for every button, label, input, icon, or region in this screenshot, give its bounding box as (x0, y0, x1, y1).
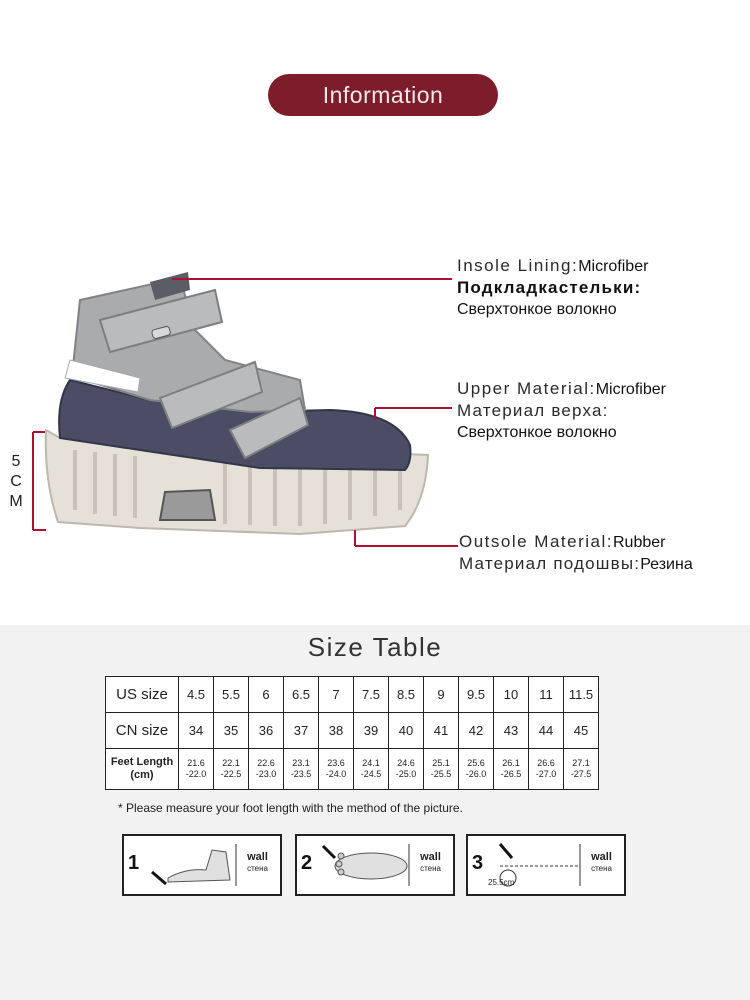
measure-step-3 (466, 834, 626, 896)
table-cell: 4.5 (179, 677, 214, 713)
table-cell: 23.6 -24.0 (319, 749, 354, 790)
outsole-value-en: Rubber (613, 534, 666, 551)
row-header: CN size (106, 713, 179, 749)
table-row (106, 677, 599, 713)
table-cell: 43 (494, 713, 529, 749)
wall-ru: стена (591, 864, 612, 873)
table-cell: 24.1 -24.5 (354, 749, 389, 790)
outsole-value-ru: Резина (640, 556, 693, 573)
wall-ru: стена (420, 864, 441, 873)
table-cell: 27.1 -27.5 (564, 749, 599, 790)
size-section (0, 625, 750, 1000)
table-cell: 26.6 -27.0 (529, 749, 564, 790)
table-cell: 5.5 (214, 677, 249, 713)
insole-value-en: Microfiber (578, 258, 649, 275)
outsole-label-en: Outsole Material: (459, 532, 613, 551)
table-cell: 6.5 (284, 677, 319, 713)
wall-en: wall (591, 851, 612, 863)
measure-step-2 (295, 834, 455, 896)
spec-upper (457, 378, 666, 443)
height-label (9, 452, 27, 512)
foot-side-icon (146, 842, 246, 888)
table-cell: 24.6 -25.0 (389, 749, 424, 790)
upper-value-ru: Сверхтонкое волокно (457, 424, 617, 441)
foot-top-icon (319, 842, 419, 888)
table-cell: 22.6 -23.0 (249, 749, 284, 790)
table-cell: 25.1 -25.5 (424, 749, 459, 790)
table-cell: 11.5 (564, 677, 599, 713)
wall-en: wall (247, 851, 268, 863)
table-cell: 10 (494, 677, 529, 713)
table-cell: 44 (529, 713, 564, 749)
wall-label (247, 852, 268, 874)
table-cell: 39 (354, 713, 389, 749)
row-header: US size (106, 677, 179, 713)
table-cell: 34 (179, 713, 214, 749)
table-cell: 26.1 -26.5 (494, 749, 529, 790)
table-cell: 40 (389, 713, 424, 749)
insole-value-ru: Сверхтонкое волокно (457, 301, 617, 318)
outsole-label-ru: Материал подошвы: (459, 554, 641, 573)
measure-step-1 (122, 834, 282, 896)
step-number: 3 (472, 852, 484, 874)
table-cell: 23.1 -23.5 (284, 749, 319, 790)
wall-en: wall (420, 851, 441, 863)
table-cell: 6 (249, 677, 284, 713)
measure-note: * Please measure your foot length with the method of the picture. (118, 801, 463, 815)
height-bracket (33, 432, 46, 530)
upper-value-en: Microfiber (595, 381, 666, 398)
table-cell: 42 (459, 713, 494, 749)
spec-insole (457, 255, 648, 320)
table-cell: 38 (319, 713, 354, 749)
insole-label-en: Insole Lining: (457, 256, 579, 275)
spec-outsole (459, 531, 693, 575)
wall-label (591, 852, 612, 874)
upper-label-ru: Материал верха: (457, 401, 609, 420)
table-cell: 7.5 (354, 677, 389, 713)
table-cell: 9.5 (459, 677, 494, 713)
wall-ru: стена (247, 864, 268, 873)
table-cell: 36 (249, 713, 284, 749)
wall-label (420, 852, 441, 874)
row-header: Feet Length (cm) (106, 749, 179, 790)
table-cell: 25.6 -26.0 (459, 749, 494, 790)
table-cell: 37 (284, 713, 319, 749)
upper-label-en: Upper Material: (457, 379, 596, 398)
table-cell: 45 (564, 713, 599, 749)
size-table (105, 676, 599, 790)
step-number: 2 (301, 852, 313, 874)
table-cell: 8.5 (389, 677, 424, 713)
table-cell: 22.1 -22.5 (214, 749, 249, 790)
insole-label-ru: Подкладкастельки: (457, 278, 642, 297)
table-cell: 9 (424, 677, 459, 713)
table-row (106, 749, 599, 790)
table-cell: 41 (424, 713, 459, 749)
size-table-title: Size Table (307, 632, 443, 662)
table-cell: 21.6 -22.0 (179, 749, 214, 790)
table-cell: 11 (529, 677, 564, 713)
table-cell: 7 (319, 677, 354, 713)
information-badge: Information (268, 74, 498, 116)
table-row (106, 713, 599, 749)
height-value: 5CM (9, 453, 23, 510)
table-cell: 35 (214, 713, 249, 749)
measure-value: 25.5cm (488, 878, 515, 887)
step-number: 1 (128, 852, 140, 874)
